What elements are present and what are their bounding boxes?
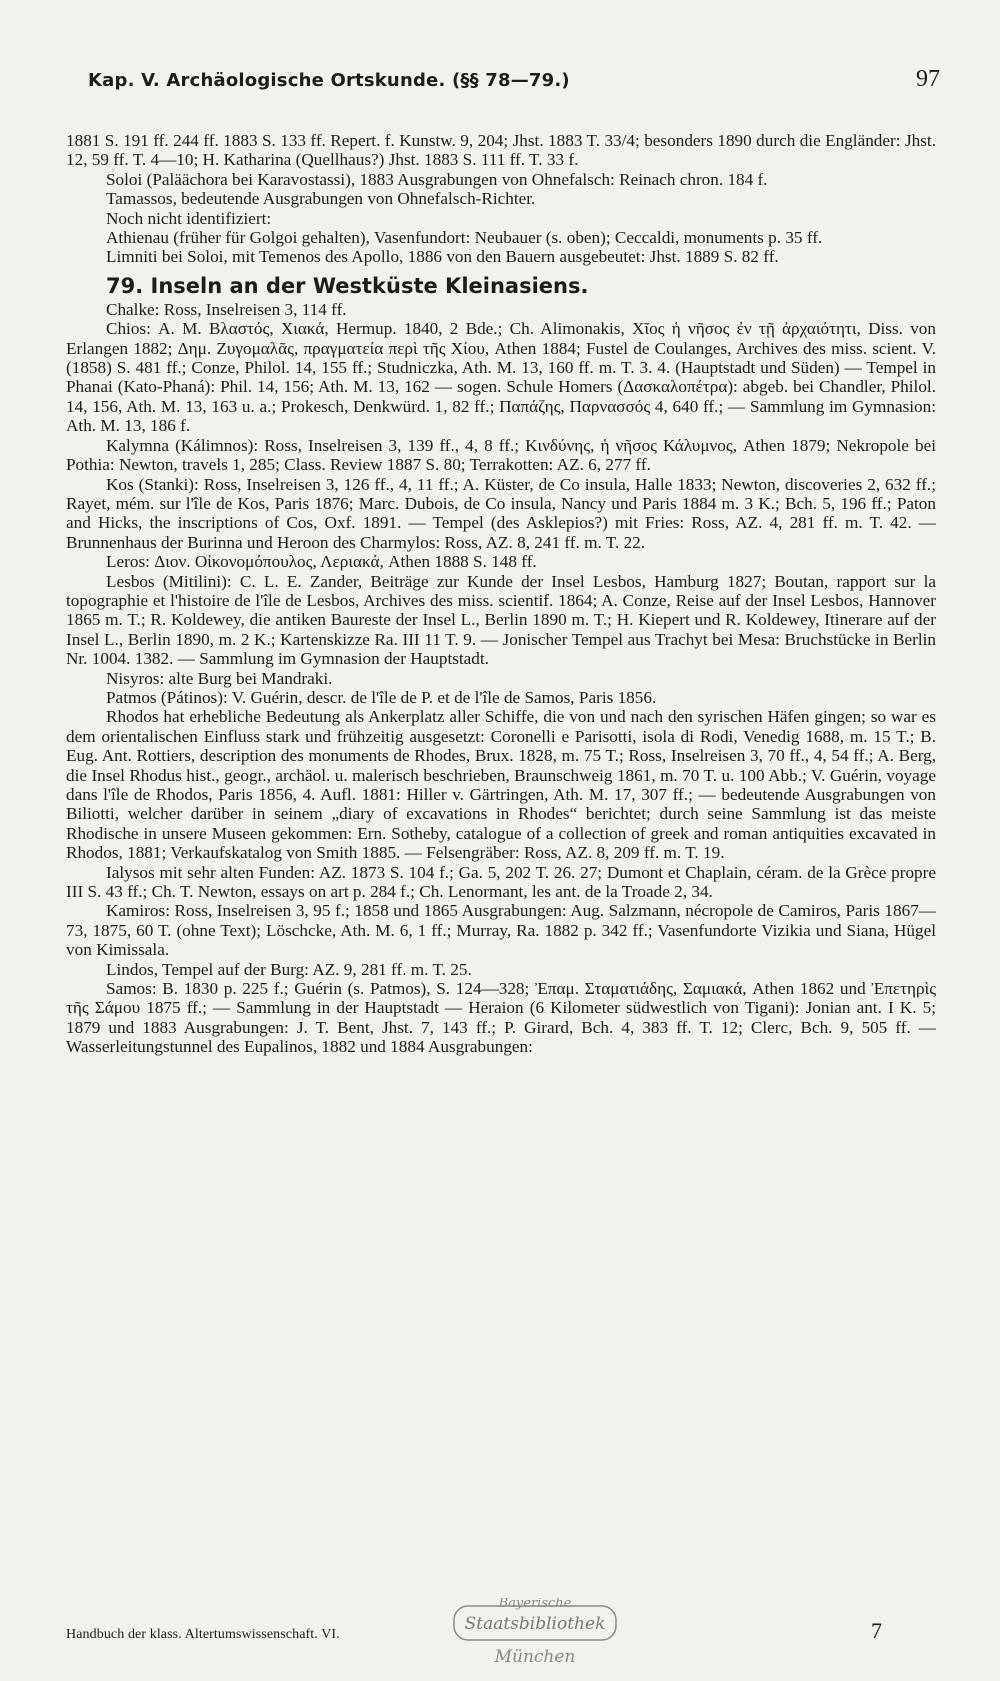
paragraph: 1881 S. 191 ff. 244 ff. 1883 S. 133 ff. Repert. f. Kunstw. 9, 204; Jhst. 1883 T. 33/4; besonders 1890 durch die Engländer: Jhst. 12, 59 ff. T. 4—10; H. Katharina (Quellhaus?) Jhst. 1883 S. 111 ff. T. 33 f. (66, 131, 936, 170)
paragraph: Soloi (Paläächora bei Karavostassi), 1883 Ausgrabungen von Ohnefalsch: Reinach chron. 184 f. (106, 169, 768, 189)
paragraph: Samos: B. 1830 p. 225 f.; Guérin (s. Patmos), S. 124—328; Ἐπαμ. Σταματιάδης, Σαμιακά, Athen 1862 und Ἐπετηρὶς τῆς Σάμου 1875 ff.; — Sammlung in der Hauptstadt — Heraion (6 Kilometer südwestlich von Tigani): Jonian ant. I K. 5; 1879 und 1883 Ausgrabungen: J. T. Bent, Jhst. 7, 143 ff.; P. Girard, Bch. 4, 383 ff. T. 12; Clerc, Bch. 9, 505 ff. — Wasserleitungstunnel des Eupalinos, 1882 und 1884 Ausgrabungen: (66, 979, 936, 1057)
paragraph: Chalke: Ross, Inselreisen 3, 114 ff. (106, 299, 347, 319)
page-number: 97 (916, 66, 940, 92)
paragraph: Noch nicht identifiziert: (106, 208, 272, 228)
paragraph: Kos (Stanki): Ross, Inselreisen 3, 126 ff., 4, 11 ff.; A. Küster, de Co insula, Halle 1833; Newton, discoveries 2, 632 ff.; Rayet, mém. sur l'île de Kos, Paris 1876; Marc. Dubois, de Co insula, Nancy und Paris 1884 m. 3 K.; Bch. 5, 196 ff.; Paton and Hicks, the inscriptions of Cos, Oxf. 1891. — Tempel (des Asklepios?) mit Fries: Ross, AZ. 4, 281 ff. m. T. 42. — Brunnenhaus der Burinna und Heroon des Charmylos: Ross, AZ. 8, 241 ff. m. T. 22. (66, 474, 936, 552)
svg-text:Staatsbibliothek: Staatsbibliothek (464, 1614, 606, 1634)
svg-text:Bayerische: Bayerische (498, 1598, 572, 1611)
paragraph: Lesbos (Mitilini): C. L. E. Zander, Beiträge zur Kunde der Insel Lesbos, Hamburg 1827; Boutan, rapport sur la topographie et l'histoire de l'île de Lesbos, Archives des miss. scientif. 1864; A. Conze, Reise auf der Insel Lesbos, Hannover 1865 m. T.; R. Koldewey, die antiken Baureste der Insel L., Berlin 1890 m. T.; H. Kiepert und R. Koldewey, Itinerare auf der Insel L., Berlin 1890, m. 2 K.; Kartenskizze Ra. III 11 T. 9. — Jonischer Tempel aus Trachyt bei Mesa: Bruchstücke in Berlin Nr. 1004. 1382. — Sammlung im Gymnasion der Hauptstadt. (66, 571, 936, 669)
library-stamp (440, 1598, 630, 1681)
running-header (66, 66, 940, 96)
paragraph: Kamiros: Ross, Inselreisen 3, 95 f.; 1858 und 1865 Ausgrabungen: Aug. Salzmann, nécropole de Camiros, Paris 1867—73, 1875, 60 T. (ohne Text); Löschcke, Ath. M. 6, 1 ff.; Murray, Ra. 1882 p. 342 ff.; Vasenfundorte Vizikia und Siana, Hügel von Kimissala. (66, 901, 936, 960)
paragraph: Nisyros: alte Burg bei Mandraki. (106, 668, 333, 688)
signature-mark: 7 (871, 1618, 882, 1643)
chapter-title: Kap. V. Archäologische Ortskunde. (§§ 78—79.) (88, 70, 570, 91)
footer-citation: Handbuch der klass. Altertumswissenschaft. VI. (66, 1627, 340, 1642)
paragraph: Patmos (Pátinos): V. Guérin, descr. de l'île de P. et de l'île de Samos, Paris 1856. (106, 687, 657, 707)
paragraph: Tamassos, bedeutende Ausgrabungen von Ohnefalsch-Richter. (106, 189, 536, 209)
main-text (66, 131, 936, 1057)
paragraph: Lindos, Tempel auf der Burg: AZ. 9, 281 ff. m. T. 25. (106, 959, 472, 979)
paragraph: Ialysos mit sehr alten Funden: AZ. 1873 S. 104 f.; Ga. 5, 202 T. 26. 27; Dumont et Chaplain, céram. de la Grèce propre III S. 43 ff.; Ch. T. Newton, essays on art p. 284 f.; Ch. Lenormant, les ant. de la Troade 2, 34. (66, 862, 936, 902)
paragraph: Kalymna (Kálimnos): Ross, Inselreisen 3, 139 ff., 4, 8 ff.; Κινδύνης, ἡ νῆσος Κάλυμνος, Athen 1879; Nekropole bei Pothia: Newton, travels 1, 285; Class. Review 1887 S. 80; Terrakotten: AZ. 6, 277 ff. (66, 435, 936, 475)
paragraph: Leros: Διον. Οἰκονομόπουλος, Λεριακά, Athen 1888 S. 148 ff. (106, 552, 537, 572)
paragraph: Athienau (früher für Golgoi gehalten), Vasenfundort: Neubauer (s. oben); Ceccaldi, monuments p. 35 ff. (106, 228, 823, 248)
svg-text:München: München (494, 1647, 576, 1667)
paragraph: Chios: Α. Μ. Βλαστός, Χιακά, Hermup. 1840, 2 Bde.; Ch. Alimonakis, Χῖος ἡ νῆσος ἐν τῇ ἀρχαιότητι, Diss. von Erlangen 1882; Δημ. Ζυγομαλᾶς, πραγματεία περὶ τῆς Χίου, Athen 1884; Fustel de Coulanges, Archives des miss. scient. V. (1858) S. 481 ff.; Conze, Philol. 14, 155 ff.; Studniczka, Ath. M. 13, 160 ff. m. T. 3. 4. (Hauptstadt und Süden) — Tempel in Phanai (Kato-Phaná): Phil. 14, 156; Ath. M. 13, 162 — sogen. Schule Homers (Δασκαλοπέτρα): abgeb. bei Chandler, Philol. 14, 156, Ath. M. 13, 163 u. a.; Prokesch, Denkwürd. 1, 82 ff.; Παπάζης, Παρνασσός 4, 640 ff.; — Sammlung im Gymnasion: Ath. M. 13, 186 f. (66, 319, 936, 436)
paragraph: Limniti bei Soloi, mit Temenos des Apollo, 1886 von den Bauern ausgebeutet: Jhst. 1889 S. 82 ff. (106, 247, 779, 267)
section-heading: 79. Inseln an der Westküste Kleinasiens. (106, 273, 589, 298)
paragraph: Rhodos hat erhebliche Bedeutung als Ankerplatz aller Schiffe, die von und nach den syrischen Häfen gingen; so war es dem orientalischen Einfluss stark und frühzeitig ausgesetzt: Coronelli e Parisotti, isola di Rodi, Venedig 1688, m. 15 T.; B. Eug. Ant. Rottiers, description des monuments de Rhodes, Brux. 1828, m. 75 T.; Ross, Inselreisen 3, 70 ff., 4, 54 ff.; A. Berg, die Insel Rhodus hist., geogr., archäol. u. malerisch beschrieben, Braunschweig 1861, m. 70 T. u. 100 Abb.; V. Guérin, voyage dans l'île de Rhodos, Paris 1856, 4. Aufl. 1881: Hiller v. Gärtringen, Ath. M. 17, 307 ff.; — bedeutende Ausgrabungen von Biliotti, welcher darüber in seinem „diary of excavations in Rhodes“ berichtet; durch seine Sammlung ist das meiste Rhodische in unsere Museen gekommen: Ern. Sotheby, catalogue of a collection of greek and roman antiquities excavated in Rhodos, 1881; Verkaufskatalog von Smith 1885. — Felsengräber: Ross, AZ. 8, 209 ff. m. T. 19. (66, 707, 936, 863)
